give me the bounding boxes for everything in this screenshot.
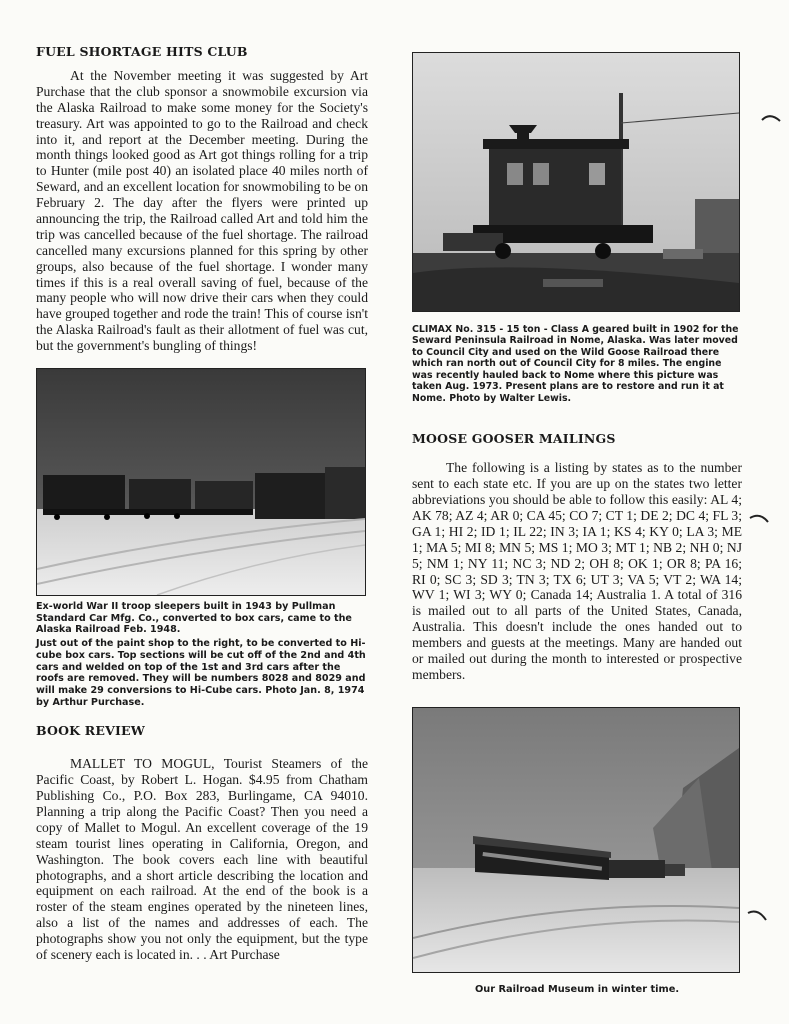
troop-sleepers-photo [36,368,366,596]
troop-sleepers-image [37,369,365,595]
fuel-shortage-article: At the November meeting it was suggested by Art Purchase that the club sponsor a snowmobile excursion via the Alaska Railroad to make some money for the Society's treasury. Art was appointed to go to the Railroad and check into it, and report at the December meeting. During the month things looked good as Art got things rolling for a trip to Hunter (mile post 40) an isolated place 40 miles north of Seward, and an excellent location for snowmobiling to be on February 2. The day after the flyers were printed up announcing the trip, the Railroad called Art and told him the trip was cancelled because of the fuel shortage. The railroad cancelled many excursions planned for this spring by other groups, also because of the fuel shortage. I wonder many times if this is a real overall saving of fuel, because of the many people who will now drive their cars when they could have grouped together and rode the train! This of course isn't the Alaska Railroad's fault as their allotment of fuel was cut, but the government's bungling of things! [36,68,368,354]
fuel-shortage-heading: FUEL SHORTAGE HITS CLUB [36,44,248,59]
climax-engine-caption: CLIMAX No. 315 - 15 ton - Class A geared built in 1902 for the Seward Peninsula Railroad in Nome, Alaska. Was later moved to Council City and used on the Wild Goose Railroad there which ran north out of Council City for 8 miles. The engine was recently hauled back to Nome where this picture was taken Aug. 1973. Present plans are to restore and run it at Nome. Photo by Walter Lewis. [412,324,739,404]
railroad-museum-photo [412,707,740,973]
binder-mark-icon [748,512,772,524]
binder-mark-icon [746,908,770,922]
left-column [36,44,368,963]
railroad-museum-caption: Our Railroad Museum in winter time. [474,983,680,995]
right-column [412,52,742,996]
book-review-heading: BOOK REVIEW [36,723,146,739]
climax-engine-image [413,53,739,311]
railroad-museum-image [413,708,739,972]
climax-engine-photo [412,52,740,312]
troop-sleepers-caption: Ex-world War II troop sleepers built in 1943 by Pullman Standard Car Mfg. Co., converted to box cars, came to the Alaska Railroad Feb. 1948. [36,601,352,636]
moose-gooser-heading: MOOSE GOOSER MAILINGS [412,431,616,447]
troop-sleepers-caption-detail: Just out of the paint shop to the right, to be converted to Hi-cube box cars. Top sections will be cut off of the 2nd and 4th cars and welded on top of the 1st and 3rd cars after the roofs are removed. They will be numbers 8028 and 8029 and will make 29 conversions to Hi-Cube cars. Photo Jan. 8, 1974 by Arthur Purchase. [36,638,366,708]
book-review-article: MALLET TO MOGUL, Tourist Steamers of the Pacific Coast, by Robert L. Hogan. $4.95 from Chatham Publishing Co., P.O. Box 283, Burlingame, CA 94010. Planning a trip along the Pacific Coast? Then you need a copy of Mallet to Mogul. An excellent coverage of the 19 steam tourist lines operating in California, Oregon, and Washington. The book covers each line with beautiful photographs, and a short article describing the location and equipment on each railroad. At the end of the book is a roster of the steam engines operated by the nineteen lines, also a list of the names and addresses of each. The photographs show you not only the equipment, but the type of scenery each is located in. . . Art Purchase [36,756,368,963]
moose-gooser-article: The following is a listing by states as to the number sent to each state etc. If you are up on the states two letter abbreviations you should be able to follow this easily: AL 4; AK 78; AZ 4; AR 0; CA 45; CO 7; CT 1; DE 2; DC 4; FL 3; GA 1; HI 2; ID 1; IL 22; IN 3; IA 1; KS 4; KY 0; LA 3; ME 1; MA 5; MI 8; MN 5; MS 1; MO 3; MT 1; NB 2; NH 0; NJ 5; NM 1; NY 11; NC 3; ND 2; OH 8; OK 1; OR 8; PA 16; RI 0; SC 3; SD 3; TN 3; TX 6; UT 3; VA 5; VT 2; WA 14; WV 1; WI 3; WY 0; Canada 14; Australia 1. A total of 316 is mailed out to all parts of the United States, Canada, Australia. This doesn't include the ones handed out to members and guests at the meetings. Many are handed out or mailed out during the month to interested or prospective members. [412,460,742,682]
binder-mark-icon [760,112,784,124]
